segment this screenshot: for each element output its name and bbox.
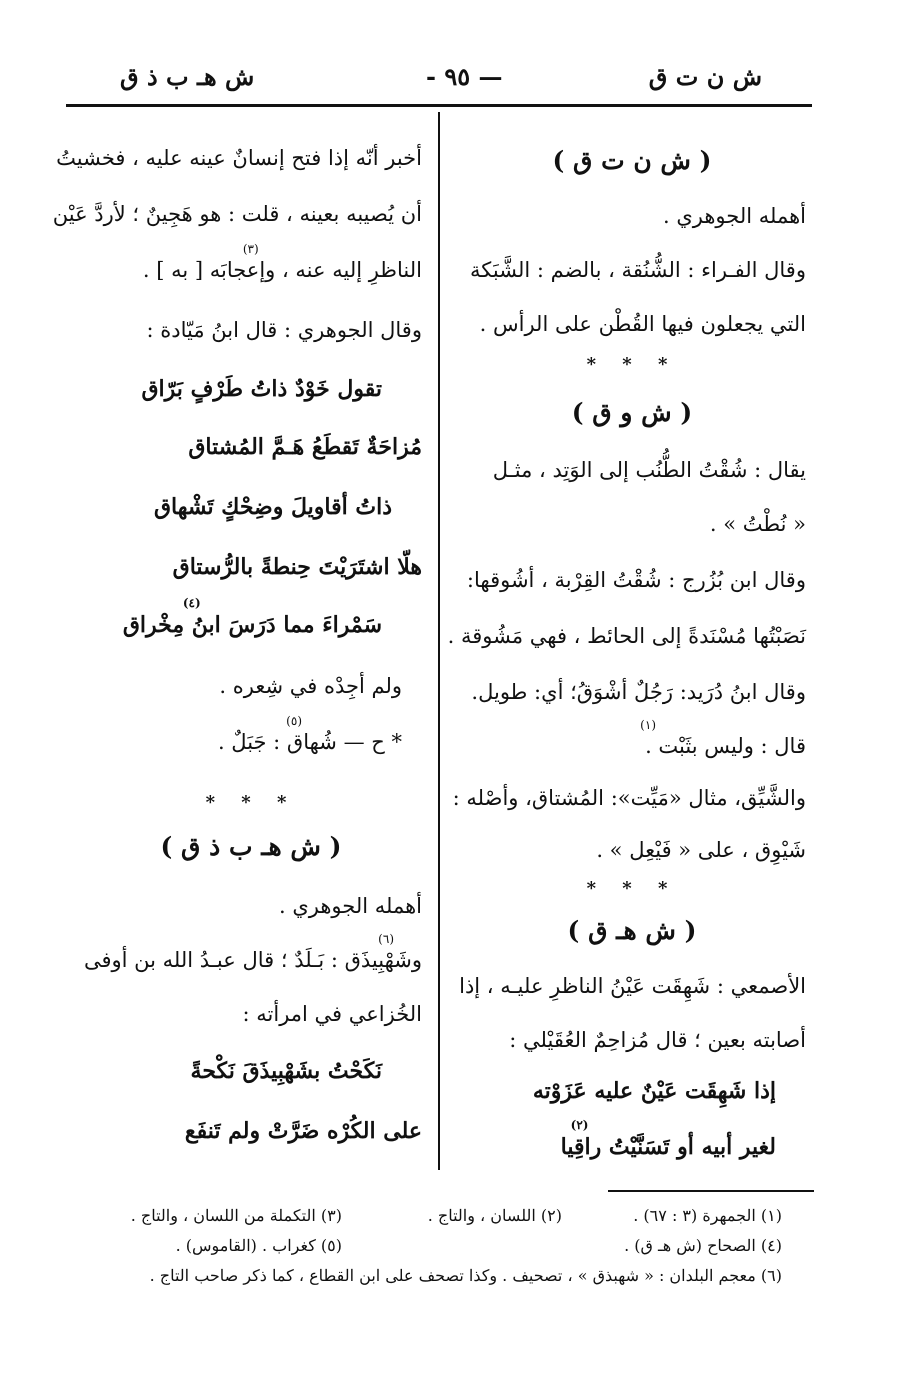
text-line [83,932,422,972]
text-line-body: الناظرِ إليه عنه ، وإعجابَه [ به ] . [142,258,422,282]
text-line: الأصمعي : شَهِقَت عَيْنُ الناظرِ عليـه ، إذا [459,974,806,998]
text-line: نَصَبْتُها مُسْنَدةً إلى الحائط ، فهي مَشُوقة . [447,624,806,648]
verse-line: مُزاحَةٌ تَقطَعُ هَـمَّ المُشتاق [188,434,422,460]
text-line: الخُزاعي في امرأته : [242,1002,422,1026]
footnote: (٦) معجم البلدان : « شهبذق » ، تصحيف . وكذا تصحف على ابن القطاع ، كما ذكر صاحب التاج . [149,1266,782,1285]
text-line: وقال الفـراء : الشُّنُقة ، بالضم : الشَّبَكة [470,258,806,282]
text-line: أصابته بعين ؛ قال مُزاحِمٌ العُقَيْلي : [509,1028,806,1052]
page-number: — ٩٥ - [426,62,503,91]
section-separator: * * * [586,878,678,899]
footnote-ref: (١) [640,718,656,732]
text-line: وقال ابنُ دُرَيد: رَجُلٌ أشْوَقُ؛ أي: طويل. [471,680,806,704]
verse-line: نَكَحْتُ بشَهْبِيذَقَ نَكْحةً [190,1058,382,1084]
text-line: وقال الجوهري : قال ابنُ مَيّادة : [146,318,422,342]
verse-line: على الكُرْه ضَرَّتْ ولم تَنفَع [184,1118,422,1144]
section-heading-shhq: ( ش هـ ق ) [567,916,697,945]
text-line [142,242,422,282]
column-divider [438,112,440,1170]
header-right-title: ش ن ت ق [648,62,762,91]
text-line: ولم أجِدْه في شِعره . [219,674,402,698]
verse-text: سَمْراءَ مما دَرَسَ ابنُ مِخْراق [122,612,382,638]
footnote: (٥) كغراب . (القاموس) . [175,1236,342,1255]
verse-line: هلّا اشتَرَيْتَ حِنطةً بالرُّستاق [172,554,422,580]
text-line [640,718,806,758]
section-heading-shwq: ( ش و ق ) [571,398,693,427]
text-line: أهمله الجوهري . [278,894,422,918]
text-line: شَيْوِق ، على « فَيْعِل » . [596,838,806,862]
verse-line: ذاتُ أقاويلَ وضِحْكٍ تَشْهاق [153,494,392,520]
footnote-ref: (٤) [182,596,201,610]
footnote-rule [608,1190,814,1192]
footnote-ref: (٣) [242,242,259,256]
text-line: وقال ابن بُزُرج : شُقْتُ القِرْبة ، أشُوقها: [466,568,806,592]
page-header [66,58,812,100]
text-line-body: وشَهْبِيذَق : بَـلَدٌ ؛ قال عبـدُ الله بن أوفى [83,948,422,972]
section-heading-shntq: ( ش ن ت ق ) [552,146,712,175]
text-line: أن يُصيبه بعينه ، قلت : هو هَجِينٌ ؛ لأردَّ عَيْن [52,202,422,226]
footnote: (٣) التكملة من اللسان ، والتاج . [130,1206,342,1225]
section-separator: * * * [586,354,678,375]
section-heading-shhbdhq: ( ش هـ ب ذ ق ) [160,832,342,861]
verse-line: تقول خَوْدٌ ذاتُ طَرْفٍ بَرّاق [141,376,382,402]
text-line: والشَّيِّق، مثال «مَيِّت»: المُشتاق، وأصْله : [452,786,806,810]
footnote-ref: (٥) [286,714,302,728]
text-line-body: * ح — شُهاق : جَبَلٌ . [217,730,402,754]
text-line-body: قال : وليس بثَبْت . [645,734,806,758]
footnote-ref: (٦) [378,932,394,946]
footnote-ref: (٢) [570,1118,589,1132]
header-left-title: ش هـ ب ذ ق [120,62,255,91]
verse-line: إذا شَهِقَت عَيْنٌ عليه عَزَوْته [532,1078,776,1104]
footnote: (٢) اللسان ، والتاج . [427,1206,562,1225]
header-rule [66,104,812,107]
text-line: أهمله الجوهري . [662,204,806,228]
verse-line [560,1118,776,1160]
text-line: أخبر أنّه إذا فتح إنسانٌ عينه عليه ، فخشيتُ [56,146,422,170]
section-separator: * * * [205,792,297,813]
verse-line [122,596,382,638]
verse-text: لغير أبيه أو تَسَنَّيْتُ راقِيا [560,1134,776,1160]
footnote: (١) الجمهرة (٣ : ٦٧) . [633,1206,782,1225]
text-line [217,714,402,754]
text-line: « نُطْتُ » . [709,512,806,536]
text-line: يقال : شُقْتُ الطُّنُب إلى الوَتِد ، مثـل [492,458,806,482]
text-line: التي يجعلون فيها القُطْن على الرأس . [479,312,806,336]
footnote: (٤) الصحاح (ش هـ ق) . [624,1236,782,1255]
